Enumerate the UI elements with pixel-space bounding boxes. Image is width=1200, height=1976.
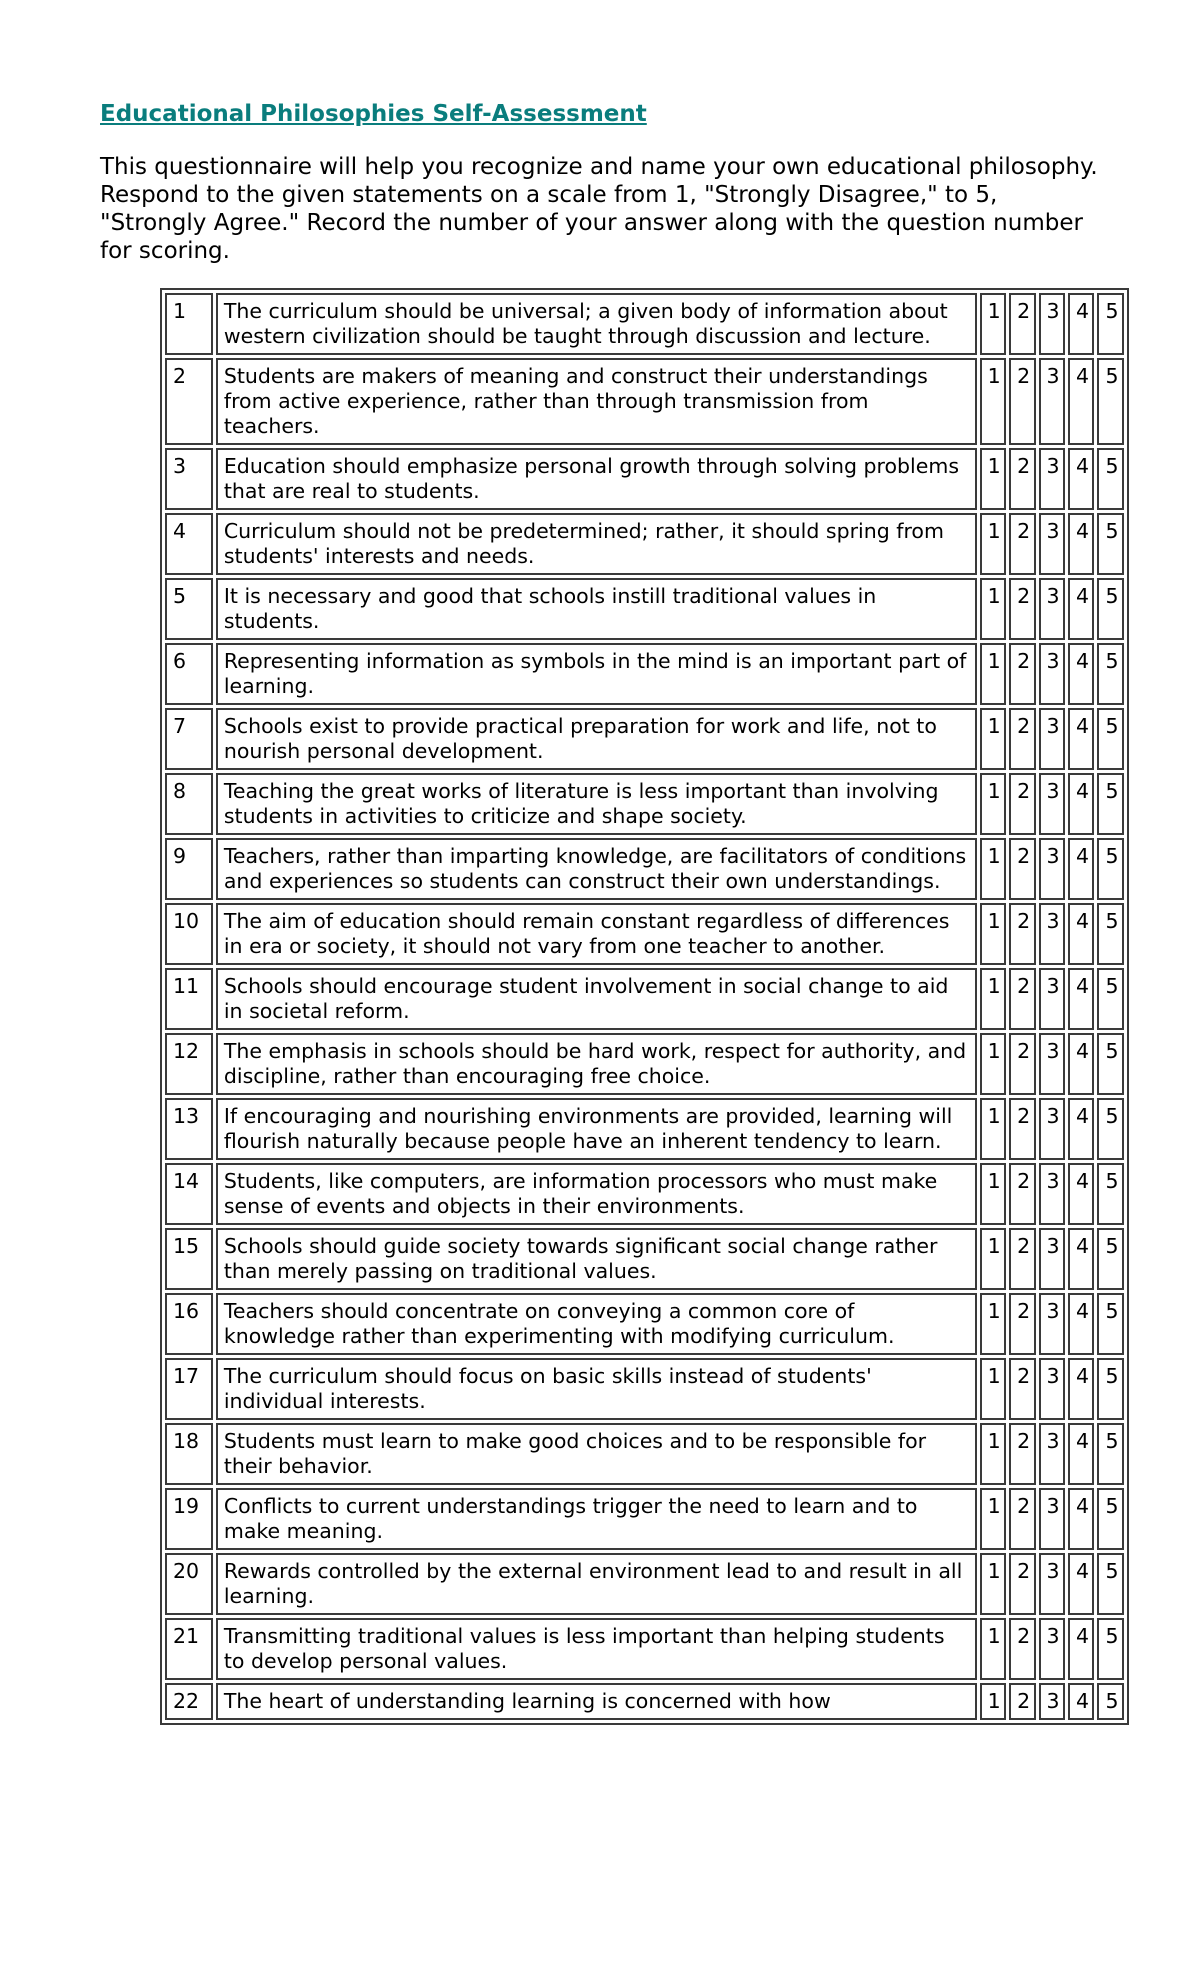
rating-option-3[interactable]: 3 — [1039, 773, 1065, 835]
question-statement: Teachers should concentrate on conveying a common core of knowledge rather than experimenting with modifying curriculum. — [216, 1293, 977, 1355]
question-statement: Students must learn to make good choices and to be responsible for their behavior. — [216, 1423, 977, 1485]
rating-option-1[interactable]: 1 — [980, 1358, 1006, 1420]
rating-option-2[interactable]: 2 — [1009, 903, 1035, 965]
question-row — [165, 578, 1124, 640]
questionnaire-table — [160, 288, 1129, 1725]
rating-option-2[interactable]: 2 — [1009, 578, 1035, 640]
rating-option-2[interactable]: 2 — [1009, 643, 1035, 705]
question-row — [165, 1553, 1124, 1615]
rating-option-1[interactable]: 1 — [980, 1618, 1006, 1680]
rating-option-3[interactable]: 3 — [1039, 358, 1065, 445]
question-number: 15 — [165, 1228, 213, 1290]
rating-option-3[interactable]: 3 — [1039, 578, 1065, 640]
rating-option-4[interactable]: 4 — [1068, 578, 1094, 640]
rating-option-5[interactable]: 5 — [1097, 1423, 1124, 1485]
rating-option-4[interactable]: 4 — [1068, 1553, 1094, 1615]
rating-option-3[interactable]: 3 — [1039, 1423, 1065, 1485]
question-number: 8 — [165, 773, 213, 835]
question-statement: Schools exist to provide practical preparation for work and life, not to nourish personal development. — [216, 708, 977, 770]
rating-option-1[interactable]: 1 — [980, 1163, 1006, 1225]
question-statement: Schools should guide society towards significant social change rather than merely passing on traditional values. — [216, 1228, 977, 1290]
rating-option-3[interactable]: 3 — [1039, 838, 1065, 900]
instructions-paragraph: This questionnaire will help you recognize and name your own educational philosophy. Respond to the given statements on a scale from 1, "Strongly Disagree," to 5, "Strongly Agree." Record the number of your answer along with the question number for scoring. — [100, 154, 1098, 264]
rating-option-5[interactable]: 5 — [1097, 1683, 1124, 1720]
rating-option-4[interactable]: 4 — [1068, 1618, 1094, 1680]
rating-option-4[interactable]: 4 — [1068, 358, 1094, 445]
questionnaire-body — [165, 293, 1124, 1720]
rating-option-5[interactable]: 5 — [1097, 1228, 1124, 1290]
rating-option-3[interactable]: 3 — [1039, 1553, 1065, 1615]
question-number: 6 — [165, 643, 213, 705]
rating-option-1[interactable]: 1 — [980, 1683, 1006, 1720]
question-statement: The curriculum should be universal; a given body of information about western civilization should be taught through discussion and lecture. — [216, 293, 977, 355]
rating-option-4[interactable]: 4 — [1068, 708, 1094, 770]
question-number: 12 — [165, 1033, 213, 1095]
question-number: 1 — [165, 293, 213, 355]
rating-option-2[interactable]: 2 — [1009, 1293, 1035, 1355]
question-number: 10 — [165, 903, 213, 965]
question-row — [165, 1033, 1124, 1095]
rating-option-2[interactable]: 2 — [1009, 513, 1035, 575]
rating-option-2[interactable]: 2 — [1009, 293, 1035, 355]
rating-option-1[interactable]: 1 — [980, 968, 1006, 1030]
rating-option-5[interactable]: 5 — [1097, 643, 1124, 705]
rating-option-2[interactable]: 2 — [1009, 1033, 1035, 1095]
rating-option-1[interactable]: 1 — [980, 1488, 1006, 1550]
question-statement: Schools should encourage student involvement in social change to aid in societal reform. — [216, 968, 977, 1030]
rating-option-2[interactable]: 2 — [1009, 1358, 1035, 1420]
rating-option-1[interactable]: 1 — [980, 578, 1006, 640]
rating-option-5[interactable]: 5 — [1097, 578, 1124, 640]
rating-option-5[interactable]: 5 — [1097, 1033, 1124, 1095]
question-row — [165, 513, 1124, 575]
rating-option-4[interactable]: 4 — [1068, 968, 1094, 1030]
rating-option-1[interactable]: 1 — [980, 1033, 1006, 1095]
rating-option-5[interactable]: 5 — [1097, 1488, 1124, 1550]
question-row — [165, 968, 1124, 1030]
rating-option-2[interactable]: 2 — [1009, 1488, 1035, 1550]
question-number: 22 — [165, 1683, 213, 1720]
rating-option-5[interactable]: 5 — [1097, 1358, 1124, 1420]
rating-option-3[interactable]: 3 — [1039, 513, 1065, 575]
rating-option-4[interactable]: 4 — [1068, 1163, 1094, 1225]
rating-option-1[interactable]: 1 — [980, 293, 1006, 355]
question-number: 4 — [165, 513, 213, 575]
rating-option-1[interactable]: 1 — [980, 448, 1006, 510]
rating-option-4[interactable]: 4 — [1068, 448, 1094, 510]
rating-option-4[interactable]: 4 — [1068, 1228, 1094, 1290]
question-statement: Conflicts to current understandings trigger the need to learn and to make meaning. — [216, 1488, 977, 1550]
question-row — [165, 358, 1124, 445]
rating-option-3[interactable]: 3 — [1039, 1358, 1065, 1420]
rating-option-2[interactable]: 2 — [1009, 1423, 1035, 1485]
question-row — [165, 448, 1124, 510]
question-number: 11 — [165, 968, 213, 1030]
rating-option-1[interactable]: 1 — [980, 1423, 1006, 1485]
question-number: 13 — [165, 1098, 213, 1160]
rating-option-5[interactable]: 5 — [1097, 513, 1124, 575]
rating-option-1[interactable]: 1 — [980, 1098, 1006, 1160]
question-statement: Students, like computers, are information processors who must make sense of events and objects in their environments. — [216, 1163, 977, 1225]
rating-option-2[interactable]: 2 — [1009, 708, 1035, 770]
question-number: 7 — [165, 708, 213, 770]
question-row — [165, 1228, 1124, 1290]
rating-option-2[interactable]: 2 — [1009, 448, 1035, 510]
rating-option-3[interactable]: 3 — [1039, 1683, 1065, 1720]
rating-option-1[interactable]: 1 — [980, 643, 1006, 705]
question-statement: Teachers, rather than imparting knowledge, are facilitators of conditions and experiences so students can construct their own understandings. — [216, 838, 977, 900]
rating-option-3[interactable]: 3 — [1039, 1098, 1065, 1160]
rating-option-3[interactable]: 3 — [1039, 1293, 1065, 1355]
rating-option-5[interactable]: 5 — [1097, 968, 1124, 1030]
rating-option-1[interactable]: 1 — [980, 358, 1006, 445]
rating-option-2[interactable]: 2 — [1009, 1553, 1035, 1615]
rating-option-4[interactable]: 4 — [1068, 1683, 1094, 1720]
rating-option-3[interactable]: 3 — [1039, 293, 1065, 355]
question-row — [165, 708, 1124, 770]
question-number: 20 — [165, 1553, 213, 1615]
rating-option-1[interactable]: 1 — [980, 708, 1006, 770]
question-row — [165, 1683, 1124, 1720]
question-number: 19 — [165, 1488, 213, 1550]
rating-option-3[interactable]: 3 — [1039, 903, 1065, 965]
question-row — [165, 1163, 1124, 1225]
question-statement: The curriculum should focus on basic skills instead of students' individual interests. — [216, 1358, 977, 1420]
rating-option-3[interactable]: 3 — [1039, 1163, 1065, 1225]
question-statement: Transmitting traditional values is less important than helping students to develop personal values. — [216, 1618, 977, 1680]
rating-option-5[interactable]: 5 — [1097, 1618, 1124, 1680]
rating-option-3[interactable]: 3 — [1039, 968, 1065, 1030]
question-number: 14 — [165, 1163, 213, 1225]
question-number: 5 — [165, 578, 213, 640]
question-statement: Students are makers of meaning and construct their understandings from active experience, rather than through transmission from teachers. — [216, 358, 977, 445]
question-statement: The heart of understanding learning is concerned with how — [216, 1683, 977, 1720]
rating-option-1[interactable]: 1 — [980, 1553, 1006, 1615]
question-row — [165, 643, 1124, 705]
question-statement: It is necessary and good that schools instill traditional values in students. — [216, 578, 977, 640]
rating-option-3[interactable]: 3 — [1039, 1488, 1065, 1550]
rating-option-4[interactable]: 4 — [1068, 1358, 1094, 1420]
rating-option-4[interactable]: 4 — [1068, 643, 1094, 705]
rating-option-4[interactable]: 4 — [1068, 1033, 1094, 1095]
rating-option-4[interactable]: 4 — [1068, 293, 1094, 355]
question-statement: If encouraging and nourishing environments are provided, learning will flourish naturally because people have an inherent tendency to learn. — [216, 1098, 977, 1160]
rating-option-2[interactable]: 2 — [1009, 1098, 1035, 1160]
question-number: 21 — [165, 1618, 213, 1680]
rating-option-2[interactable]: 2 — [1009, 1228, 1035, 1290]
rating-option-5[interactable]: 5 — [1097, 773, 1124, 835]
question-row — [165, 1358, 1124, 1420]
rating-option-4[interactable]: 4 — [1068, 1488, 1094, 1550]
question-number: 18 — [165, 1423, 213, 1485]
rating-option-3[interactable]: 3 — [1039, 1618, 1065, 1680]
question-row — [165, 1618, 1124, 1680]
question-row — [165, 1293, 1124, 1355]
rating-option-3[interactable]: 3 — [1039, 643, 1065, 705]
question-number: 16 — [165, 1293, 213, 1355]
rating-option-4[interactable]: 4 — [1068, 838, 1094, 900]
rating-option-2[interactable]: 2 — [1009, 773, 1035, 835]
rating-option-4[interactable]: 4 — [1068, 1423, 1094, 1485]
question-statement: The aim of education should remain constant regardless of differences in era or society, it should not vary from one teacher to another. — [216, 903, 977, 965]
rating-option-1[interactable]: 1 — [980, 513, 1006, 575]
rating-option-5[interactable]: 5 — [1097, 708, 1124, 770]
rating-option-3[interactable]: 3 — [1039, 1228, 1065, 1290]
question-row — [165, 838, 1124, 900]
rating-option-3[interactable]: 3 — [1039, 448, 1065, 510]
question-row — [165, 903, 1124, 965]
question-row — [165, 773, 1124, 835]
question-number: 2 — [165, 358, 213, 445]
question-row — [165, 293, 1124, 355]
rating-option-5[interactable]: 5 — [1097, 358, 1124, 445]
question-number: 9 — [165, 838, 213, 900]
question-statement: Curriculum should not be predetermined; rather, it should spring from students' interests and needs. — [216, 513, 977, 575]
rating-option-4[interactable]: 4 — [1068, 773, 1094, 835]
page-title: Educational Philosophies Self-Assessment — [100, 101, 647, 127]
rating-option-5[interactable]: 5 — [1097, 448, 1124, 510]
question-statement: Teaching the great works of literature is less important than involving students in activities to criticize and shape society. — [216, 773, 977, 835]
rating-option-3[interactable]: 3 — [1039, 708, 1065, 770]
rating-option-4[interactable]: 4 — [1068, 1098, 1094, 1160]
question-statement: Representing information as symbols in the mind is an important part of learning. — [216, 643, 977, 705]
rating-option-5[interactable]: 5 — [1097, 1098, 1124, 1160]
question-statement: The emphasis in schools should be hard work, respect for authority, and discipline, rather than encouraging free choice. — [216, 1033, 977, 1095]
rating-option-4[interactable]: 4 — [1068, 513, 1094, 575]
rating-option-2[interactable]: 2 — [1009, 968, 1035, 1030]
rating-option-2[interactable]: 2 — [1009, 1618, 1035, 1680]
question-row — [165, 1098, 1124, 1160]
rating-option-2[interactable]: 2 — [1009, 358, 1035, 445]
rating-option-5[interactable]: 5 — [1097, 903, 1124, 965]
rating-option-4[interactable]: 4 — [1068, 903, 1094, 965]
rating-option-2[interactable]: 2 — [1009, 838, 1035, 900]
question-statement: Rewards controlled by the external environment lead to and result in all learning. — [216, 1553, 977, 1615]
question-row — [165, 1488, 1124, 1550]
rating-option-1[interactable]: 1 — [980, 838, 1006, 900]
rating-option-1[interactable]: 1 — [980, 773, 1006, 835]
question-row — [165, 1423, 1124, 1485]
rating-option-5[interactable]: 5 — [1097, 1293, 1124, 1355]
rating-option-2[interactable]: 2 — [1009, 1683, 1035, 1720]
rating-option-3[interactable]: 3 — [1039, 1033, 1065, 1095]
question-number: 3 — [165, 448, 213, 510]
rating-option-1[interactable]: 1 — [980, 1228, 1006, 1290]
rating-option-4[interactable]: 4 — [1068, 1293, 1094, 1355]
rating-option-2[interactable]: 2 — [1009, 1163, 1035, 1225]
rating-option-5[interactable]: 5 — [1097, 1553, 1124, 1615]
rating-option-5[interactable]: 5 — [1097, 1163, 1124, 1225]
rating-option-5[interactable]: 5 — [1097, 293, 1124, 355]
rating-option-1[interactable]: 1 — [980, 1293, 1006, 1355]
question-number: 17 — [165, 1358, 213, 1420]
question-statement: Education should emphasize personal growth through solving problems that are real to students. — [216, 448, 977, 510]
rating-option-1[interactable]: 1 — [980, 903, 1006, 965]
rating-option-5[interactable]: 5 — [1097, 838, 1124, 900]
